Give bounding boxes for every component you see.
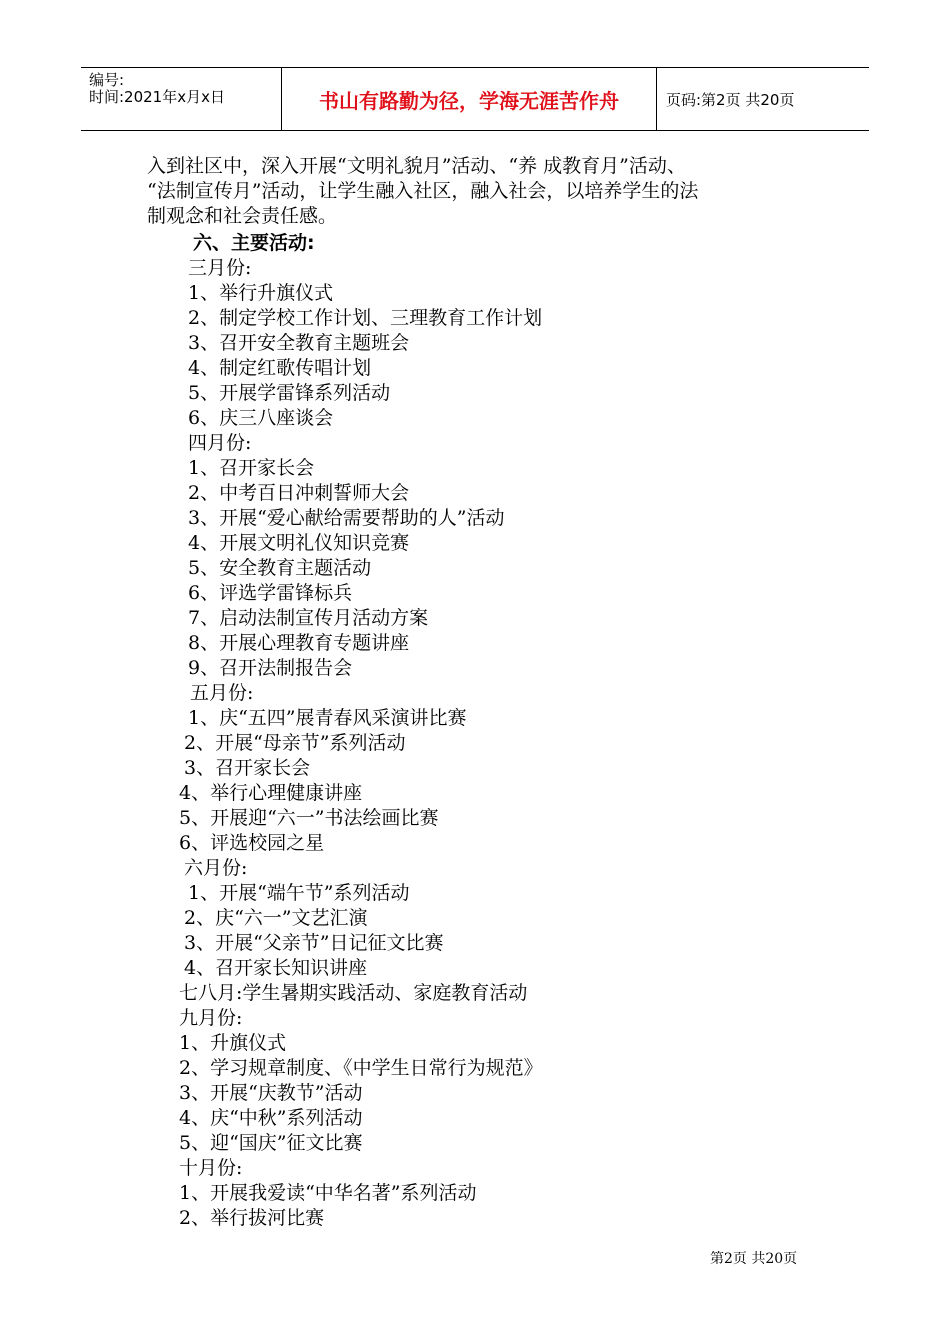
time-label: 时间:2021年x月x日 xyxy=(89,88,225,106)
list-item: 1、召开家长会 xyxy=(188,457,315,479)
document-header xyxy=(81,67,869,131)
list-item: 1、庆“五四”展青春风采演讲比赛 xyxy=(188,707,467,729)
intro-paragraph xyxy=(147,154,817,229)
header-motto: 书山有路勤为径，学海无涯苦作舟 xyxy=(281,68,657,130)
month-heading: 五月份: xyxy=(190,682,254,704)
list-item: 6、庆三八座谈会 xyxy=(188,407,334,429)
list-item: 5、安全教育主题活动 xyxy=(188,557,372,579)
list-item: 2、开展“母亲节”系列活动 xyxy=(184,732,406,754)
list-item: 6、评选校园之星 xyxy=(179,832,325,854)
list-item: 5、迎“国庆”征文比赛 xyxy=(179,1132,363,1154)
list-item: 4、举行心理健康讲座 xyxy=(179,782,363,804)
list-item: 2、中考百日冲刺誓师大会 xyxy=(188,482,410,504)
list-item: 6、评选学雷锋标兵 xyxy=(188,582,353,604)
list-item: 5、开展迎“六一”书法绘画比赛 xyxy=(179,807,439,829)
list-item: 1、升旗仪式 xyxy=(179,1032,287,1054)
list-item: 8、开展心理教育专题讲座 xyxy=(188,632,410,654)
list-item: 2、举行拔河比赛 xyxy=(179,1207,325,1229)
page-footer: 第2页 共20页 xyxy=(710,1251,798,1267)
list-item: 3、开展“父亲节”日记征文比赛 xyxy=(184,932,444,954)
list-item: 3、开展“爱心献给需要帮助的人”活动 xyxy=(188,507,505,529)
list-item: 1、举行升旗仪式 xyxy=(188,282,334,304)
list-item: 9、召开法制报告会 xyxy=(188,657,353,679)
intro-line: 制观念和社会责任感。 xyxy=(147,205,338,227)
list-item: 2、学习规章制度、《中学生日常行为规范》 xyxy=(179,1057,543,1079)
month-heading: 九月份: xyxy=(179,1007,243,1029)
list-item: 1、开展“端午节”系列活动 xyxy=(188,882,410,904)
header-meta xyxy=(81,68,281,130)
header-page-info: 页码:第2页 共20页 xyxy=(666,90,795,109)
list-item: 4、庆“中秋”系列活动 xyxy=(179,1107,363,1129)
list-item: 3、召开家长会 xyxy=(184,757,311,779)
list-item: 7、启动法制宣传月活动方案 xyxy=(188,607,429,629)
intro-line: 入到社区中，深入开展“文明礼貌月”活动、“养 成教育月”活动、 xyxy=(147,155,686,177)
list-item: 2、制定学校工作计划、三理教育工作计划 xyxy=(188,307,543,329)
list-item: 4、召开家长知识讲座 xyxy=(184,957,368,979)
month-heading: 三月份: xyxy=(188,257,252,279)
month-heading: 十月份: xyxy=(179,1157,243,1179)
list-item: 2、庆“六一”文艺汇演 xyxy=(184,907,368,929)
intro-line: “法制宣传月”活动，让学生融入社区，融入社会，以培养学生的法 xyxy=(147,180,699,202)
list-item: 1、开展我爱读“中华名著”系列活动 xyxy=(179,1182,477,1204)
list-item: 4、开展文明礼仪知识竞赛 xyxy=(188,532,410,554)
section-title: 六、主要活动: xyxy=(193,232,315,254)
list-item: 3、召开安全教育主题班会 xyxy=(188,332,410,354)
number-label: 编号: xyxy=(89,71,125,89)
list-item: 3、开展“庆教节”活动 xyxy=(179,1082,363,1104)
list-item: 4、制定红歌传唱计划 xyxy=(188,357,372,379)
month-heading: 七八月:学生暑期实践活动、家庭教育活动 xyxy=(179,982,528,1004)
month-heading: 六月份: xyxy=(184,857,248,879)
month-heading: 四月份: xyxy=(188,432,252,454)
list-item: 5、开展学雷锋系列活动 xyxy=(188,382,391,404)
